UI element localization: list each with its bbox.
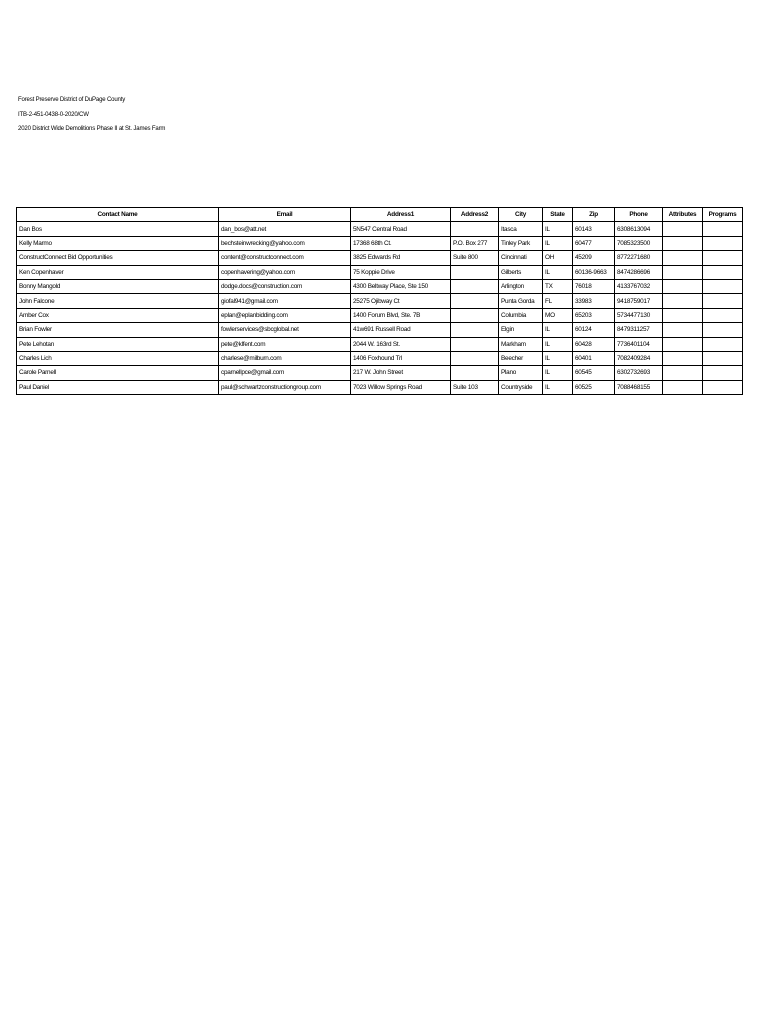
city-cell: Punta Gorda [499,294,543,308]
address1-cell: 1406 Foxhound Trl [351,351,451,365]
column-header-address1: Address1 [351,208,451,222]
table-row [17,279,743,293]
programs-cell [703,323,743,337]
programs-cell [703,251,743,265]
address2-cell [451,366,499,380]
city-cell: Itasca [499,222,543,236]
document-header [18,93,165,137]
contact-name-cell: ConstructConnect Bid Opportunities [17,251,219,265]
contacts-table [16,207,743,395]
zip-cell: 60428 [573,337,615,351]
header-organization: Forest Preserve District of DuPage County [18,96,126,103]
address2-cell [451,351,499,365]
email-cell: dodge.docs@construction.com [219,279,351,293]
phone-cell: 7082409284 [615,351,663,365]
phone-cell: 7736401104 [615,337,663,351]
attributes-cell [663,222,703,236]
table-row [17,351,743,365]
city-cell: Arlington [499,279,543,293]
attributes-cell [663,323,703,337]
contact-name-cell: Paul Daniel [17,380,219,394]
state-cell: MO [543,308,573,322]
city-cell: Plano [499,366,543,380]
attributes-cell [663,366,703,380]
zip-cell: 65203 [573,308,615,322]
city-cell: Countryside [499,380,543,394]
state-cell: IL [543,236,573,250]
phone-cell: 4133767032 [615,279,663,293]
zip-cell: 60401 [573,351,615,365]
phone-cell: 6302732693 [615,366,663,380]
programs-cell [703,351,743,365]
table-row [17,337,743,351]
programs-cell [703,308,743,322]
city-cell: Elgin [499,323,543,337]
attributes-cell [663,279,703,293]
state-cell: IL [543,380,573,394]
zip-cell: 60545 [573,366,615,380]
table-row [17,222,743,236]
column-header-attributes: Attributes [663,208,703,222]
address1-cell: 2044 W. 163rd St. [351,337,451,351]
email-cell: pete@klfent.com [219,337,351,351]
zip-cell: 76018 [573,279,615,293]
attributes-cell [663,251,703,265]
contact-name-cell: Kelly Marmo [17,236,219,250]
phone-cell: 6308613094 [615,222,663,236]
table-row [17,265,743,279]
contact-name-cell: Amber Cox [17,308,219,322]
contact-name-cell: Ken Copenhaver [17,265,219,279]
state-cell: IL [543,323,573,337]
address1-cell: 41w691 Russell Road [351,323,451,337]
contact-name-cell: Charles Lich [17,351,219,365]
attributes-cell [663,308,703,322]
state-cell: IL [543,351,573,365]
column-header-email: Email [219,208,351,222]
contact-name-cell: John Falcone [17,294,219,308]
email-cell: paul@schwartzconstructiongroup.com [219,380,351,394]
column-header-phone: Phone [615,208,663,222]
address2-cell: Suite 800 [451,251,499,265]
address1-cell: 4300 Beltway Place, Ste 150 [351,279,451,293]
address1-cell: 7023 Willow Springs Road [351,380,451,394]
email-cell: charlese@milburn.com [219,351,351,365]
email-cell: fowlerservices@sbcglobal.net [219,323,351,337]
city-cell: Markham [499,337,543,351]
attributes-cell [663,337,703,351]
table-row [17,380,743,394]
programs-cell [703,265,743,279]
address1-cell: 75 Koppie Drive [351,265,451,279]
table-row [17,236,743,250]
attributes-cell [663,236,703,250]
attributes-cell [663,265,703,279]
zip-cell: 60477 [573,236,615,250]
table-row [17,323,743,337]
email-cell: eplan@eplanbidding.com [219,308,351,322]
address1-cell: 5N547 Central Road [351,222,451,236]
column-header-programs: Programs [703,208,743,222]
address2-cell: P.O. Box 277 [451,236,499,250]
zip-cell: 60136-9663 [573,265,615,279]
table-row [17,308,743,322]
programs-cell [703,222,743,236]
programs-cell [703,337,743,351]
address1-cell: 3825 Edwards Rd [351,251,451,265]
email-cell: giofal941@gmail.com [219,294,351,308]
state-cell: IL [543,366,573,380]
zip-cell: 33983 [573,294,615,308]
programs-cell [703,380,743,394]
state-cell: FL [543,294,573,308]
email-cell: dan_bos@att.net [219,222,351,236]
contact-name-cell: Brian Fowler [17,323,219,337]
city-cell: Gilberts [499,265,543,279]
phone-cell: 5734477130 [615,308,663,322]
phone-cell: 8479311257 [615,323,663,337]
phone-cell: 7088468155 [615,380,663,394]
column-header-address2: Address2 [451,208,499,222]
address2-cell: Suite 103 [451,380,499,394]
attributes-cell [663,380,703,394]
zip-cell: 60124 [573,323,615,337]
table-body [17,222,743,395]
column-header-state: State [543,208,573,222]
header-project-title: 2020 District Wide Demolitions Phase II at St. James Farm [18,125,166,132]
attributes-cell [663,294,703,308]
address1-cell: 25275 Ojibway Ct [351,294,451,308]
zip-cell: 60143 [573,222,615,236]
table-row [17,251,743,265]
address2-cell [451,279,499,293]
phone-cell: 8474286696 [615,265,663,279]
address2-cell [451,222,499,236]
table-header-row [17,208,743,222]
state-cell: OH [543,251,573,265]
email-cell: content@constructconnect.com [219,251,351,265]
contact-name-cell: Dan Bos [17,222,219,236]
contact-name-cell: Pete Lehotan [17,337,219,351]
city-cell: Tinley Park [499,236,543,250]
state-cell: IL [543,337,573,351]
email-cell: copenhavering@yahoo.com [219,265,351,279]
address2-cell [451,323,499,337]
city-cell: Columbia [499,308,543,322]
zip-cell: 60525 [573,380,615,394]
programs-cell [703,294,743,308]
city-cell: Cincinnati [499,251,543,265]
programs-cell [703,279,743,293]
state-cell: TX [543,279,573,293]
state-cell: IL [543,265,573,279]
address2-cell [451,294,499,308]
contact-name-cell: Carole Parnell [17,366,219,380]
phone-cell: 7085323500 [615,236,663,250]
contact-name-cell: Bonny Mangold [17,279,219,293]
address1-cell: 1400 Forum Blvd, Ste. 7B [351,308,451,322]
address2-cell [451,337,499,351]
city-cell: Beecher [499,351,543,365]
attributes-cell [663,351,703,365]
email-cell: bechsteinwrecking@yahoo.com [219,236,351,250]
table-row [17,366,743,380]
phone-cell: 8772271680 [615,251,663,265]
column-header-zip: Zip [573,208,615,222]
address1-cell: 17368 68th Ct. [351,236,451,250]
header-bid-number: ITB-2-451-0438-0-2020/CW [18,110,89,118]
column-header-city: City [499,208,543,222]
address2-cell [451,308,499,322]
column-header-contact-name: Contact Name [17,208,219,222]
state-cell: IL [543,222,573,236]
table-row [17,294,743,308]
phone-cell: 9418759017 [615,294,663,308]
zip-cell: 45209 [573,251,615,265]
programs-cell [703,236,743,250]
programs-cell [703,366,743,380]
email-cell: cparnellpce@gmail.com [219,366,351,380]
address2-cell [451,265,499,279]
address1-cell: 217 W. John Street [351,366,451,380]
